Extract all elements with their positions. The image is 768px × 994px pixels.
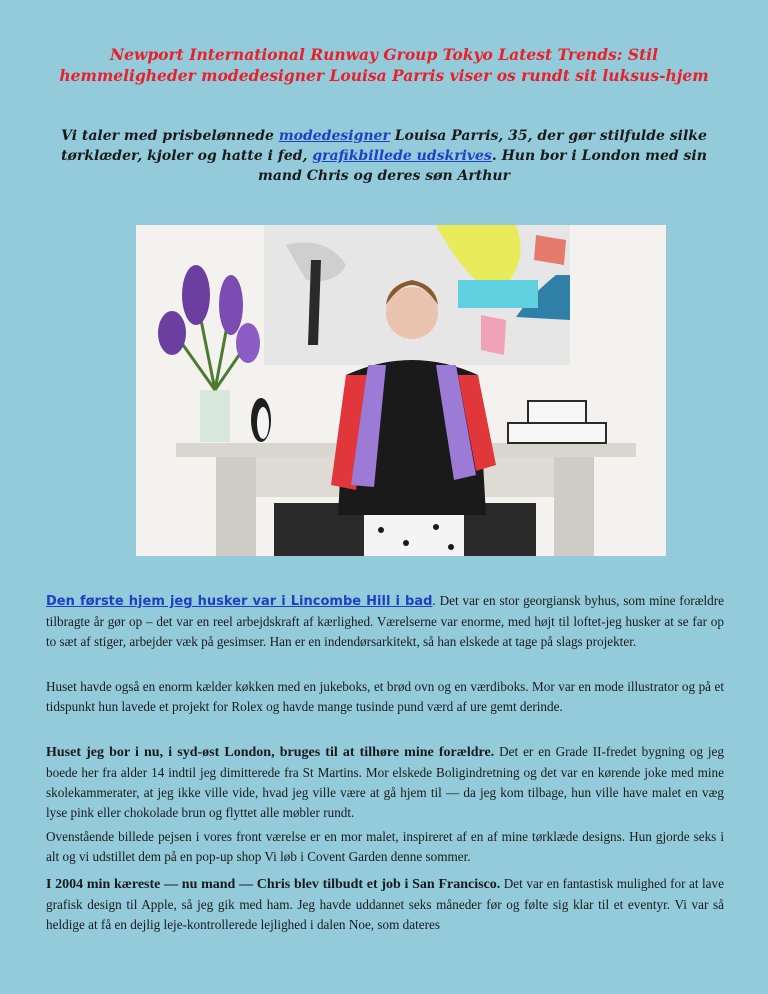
paragraph-5-text: Det var en fantastisk mulighed for at lave grafisk design til Apple, så jeg gik med ham. Jeg havde uddannet seks måneder før og følte sig klar til et eventyr. Vi var så heldige at få en dejlig leje-kontrollerede lejlighed i dalen Noe, som dateres xyxy=(46,876,724,932)
intro-part3: . Hun bor i London med sin mand Chris og deres søn Arthur xyxy=(258,148,707,184)
intro-part2: Louisa Parris, 35, der gør stilfulde silke tørklæder, kjoler og hatte i fed, xyxy=(61,128,707,164)
intro-link-modedesigner[interactable]: modedesigner xyxy=(278,128,390,144)
paragraph-3 xyxy=(46,742,724,823)
intro-text xyxy=(40,126,728,186)
page-title: Newport International Runway Group Tokyo Latest Trends: Stil hemmeligheder modedesigner Louisa Parris viser os rundt sit luksus-hjem xyxy=(59,45,709,85)
paragraph-1 xyxy=(46,591,724,652)
interior-photo xyxy=(136,225,666,556)
paragraph-1-lead-link[interactable]: Den første hjem jeg husker var i Lincombe Hill i bad xyxy=(46,594,433,609)
paragraph-3-text: Det er en Grade II-fredet bygning og jeg boede her fra alder 14 indtil jeg dimitterede fra St Martins. Mor elskede Boligindretning og det var en kørende joke med mine skolekammerater, at jeg ikke ville vide, hvad jeg ville være at gå hjem til — da jeg kom tilbage, hun ville have malet en væg lyse pink eller chokolade brun og flyttet alle møbler rundt. xyxy=(46,744,724,820)
paragraph-5 xyxy=(46,874,724,935)
paragraph-5-lead: I 2004 min kæreste — nu mand — Chris blev tilbudt et job i San Francisco. xyxy=(46,877,501,892)
paragraph-4 xyxy=(46,827,724,867)
photo-illustration xyxy=(136,225,666,556)
paragraph-4-text: Ovenstående billede pejsen i vores front værelse er en mor malet, inspireret af en af mine tørklæde designs. Hun gjorde seks i alt og vi udstillet dem på en pop-up shop Vi løb i Covent Garden denne sommer. xyxy=(46,829,724,864)
intro-link-grafikbillede[interactable]: grafikbillede udskrives xyxy=(312,148,492,164)
paragraph-2-text: Huset havde også en enorm kælder køkken med en jukeboks, et brød ovn og en værdiboks. Mor var en mode illustrator og på et tidspunkt hun lavede et projekt for Rolex og havde mange tusinde pund værd af ure gemt derinde. xyxy=(46,679,724,714)
paragraph-1-text: . Det var en stor georgiansk byhus, som mine forældre tilbragte år gør op – det var en reel arbejdskraft af kærlighed. Værelserne var enorme, med højt til loftet-jeg husker at se far op to sæt af stiger, arbejder væk på gesimser. Han er en indendørsarkitekt, så han elskede at tage på slags projekter. xyxy=(46,593,724,649)
paragraph-3-lead: Huset jeg bor i nu, i syd-øst London, bruges til at tilhøre mine forældre. xyxy=(46,745,495,760)
intro-part1: Vi taler med prisbelønnede xyxy=(61,128,279,144)
paragraph-2 xyxy=(46,677,724,717)
